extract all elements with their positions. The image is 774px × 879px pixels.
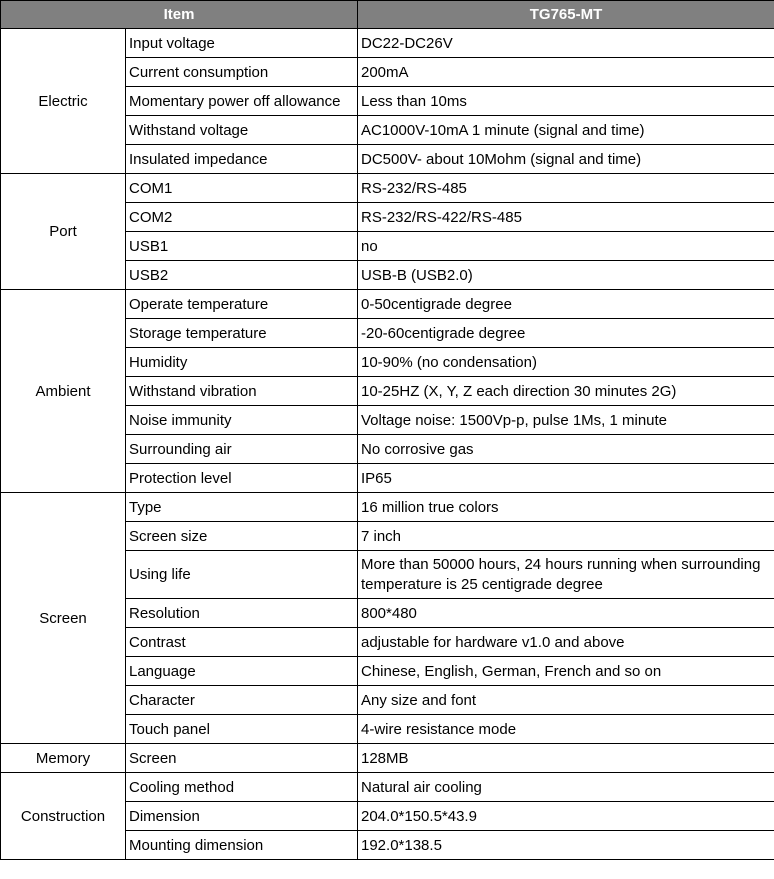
category-cell: Screen <box>1 493 126 744</box>
parameter-cell: Insulated impedance <box>126 145 358 174</box>
table-row <box>1 744 774 773</box>
value-cell: 10-25HZ (X, Y, Z each direction 30 minutes 2G) <box>358 377 774 406</box>
parameter-cell: Withstand vibration <box>126 377 358 406</box>
parameter-cell: Type <box>126 493 358 522</box>
parameter-cell: COM1 <box>126 174 358 203</box>
parameter-cell: Touch panel <box>126 715 358 744</box>
value-cell: 192.0*138.5 <box>358 831 774 860</box>
parameter-cell: Character <box>126 686 358 715</box>
parameter-cell: Momentary power off allowance <box>126 87 358 116</box>
value-cell: adjustable for hardware v1.0 and above <box>358 628 774 657</box>
parameter-cell: Resolution <box>126 599 358 628</box>
parameter-cell: Screen <box>126 744 358 773</box>
parameter-cell: Operate temperature <box>126 290 358 319</box>
table-row <box>1 29 774 58</box>
value-cell: RS-232/RS-422/RS-485 <box>358 203 774 232</box>
value-cell: USB-B (USB2.0) <box>358 261 774 290</box>
category-cell: Memory <box>1 744 126 773</box>
value-cell: Chinese, English, German, French and so on <box>358 657 774 686</box>
parameter-cell: Contrast <box>126 628 358 657</box>
value-cell: 200mA <box>358 58 774 87</box>
parameter-cell: COM2 <box>126 203 358 232</box>
value-cell: 7 inch <box>358 522 774 551</box>
header-row <box>1 1 774 29</box>
value-cell: Natural air cooling <box>358 773 774 802</box>
parameter-cell: Language <box>126 657 358 686</box>
value-cell: No corrosive gas <box>358 435 774 464</box>
parameter-cell: Surrounding air <box>126 435 358 464</box>
category-cell: Construction <box>1 773 126 860</box>
parameter-cell: Current consumption <box>126 58 358 87</box>
category-cell: Ambient <box>1 290 126 493</box>
parameter-cell: Dimension <box>126 802 358 831</box>
parameter-cell: Input voltage <box>126 29 358 58</box>
value-cell: DC500V- about 10Mohm (signal and time) <box>358 145 774 174</box>
value-cell: More than 50000 hours, 24 hours running when surrounding temperature is 25 centigrade degree <box>358 551 774 599</box>
parameter-cell: Screen size <box>126 522 358 551</box>
value-cell: Voltage noise: 1500Vp-p, pulse 1Ms, 1 minute <box>358 406 774 435</box>
value-cell: 10-90% (no condensation) <box>358 348 774 377</box>
parameter-cell: USB2 <box>126 261 358 290</box>
parameter-cell: USB1 <box>126 232 358 261</box>
value-cell: 4-wire resistance mode <box>358 715 774 744</box>
header-model: TG765-MT <box>358 1 774 29</box>
value-cell: IP65 <box>358 464 774 493</box>
category-cell: Port <box>1 174 126 290</box>
value-cell: RS-232/RS-485 <box>358 174 774 203</box>
value-cell: -20-60centigrade degree <box>358 319 774 348</box>
table-row <box>1 773 774 802</box>
value-cell: 16 million true colors <box>358 493 774 522</box>
value-cell: 800*480 <box>358 599 774 628</box>
value-cell: DC22-DC26V <box>358 29 774 58</box>
table-row <box>1 493 774 522</box>
table-row <box>1 174 774 203</box>
parameter-cell: Protection level <box>126 464 358 493</box>
parameter-cell: Using life <box>126 551 358 599</box>
parameter-cell: Withstand voltage <box>126 116 358 145</box>
parameter-cell: Storage temperature <box>126 319 358 348</box>
category-cell: Electric <box>1 29 126 174</box>
parameter-cell: Cooling method <box>126 773 358 802</box>
parameter-cell: Noise immunity <box>126 406 358 435</box>
table-row <box>1 290 774 319</box>
parameter-cell: Humidity <box>126 348 358 377</box>
parameter-cell: Mounting dimension <box>126 831 358 860</box>
value-cell: AC1000V-10mA 1 minute (signal and time) <box>358 116 774 145</box>
value-cell: no <box>358 232 774 261</box>
value-cell: Any size and font <box>358 686 774 715</box>
value-cell: Less than 10ms <box>358 87 774 116</box>
value-cell: 204.0*150.5*43.9 <box>358 802 774 831</box>
value-cell: 0-50centigrade degree <box>358 290 774 319</box>
header-item: Item <box>1 1 358 29</box>
value-cell: 128MB <box>358 744 774 773</box>
